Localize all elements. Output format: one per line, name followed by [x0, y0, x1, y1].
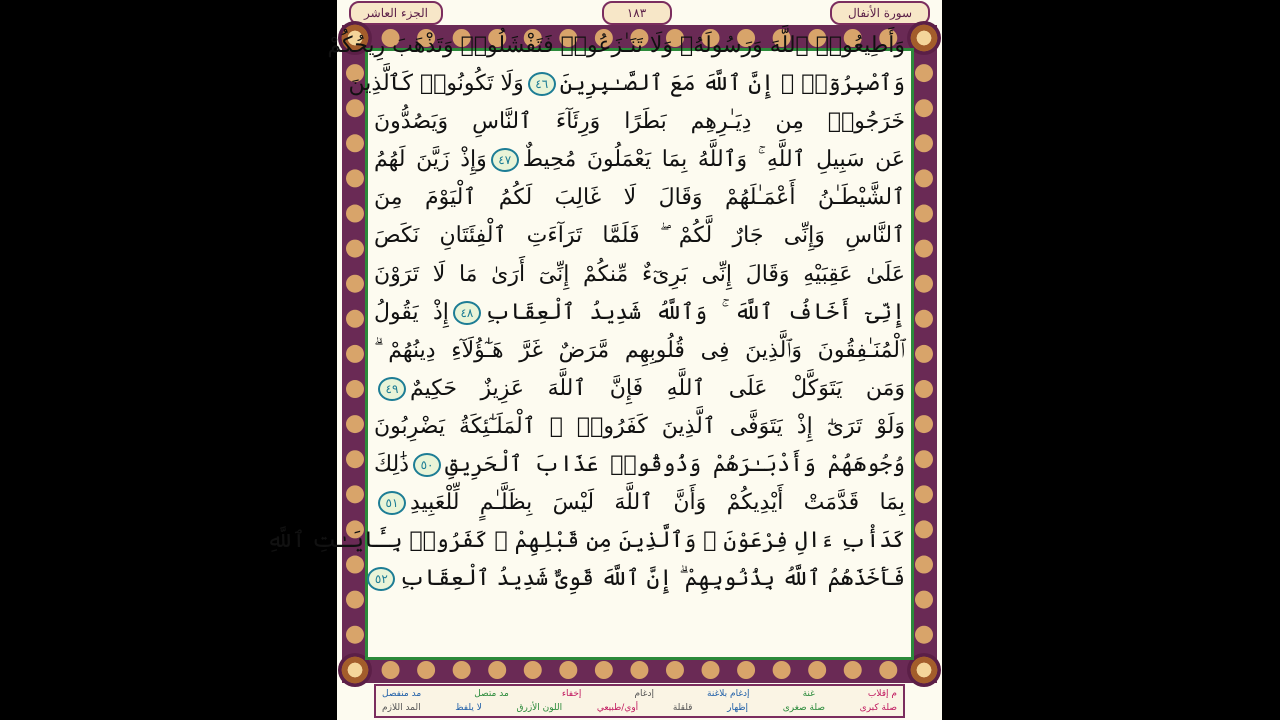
ayah-number: ٤٧: [491, 148, 519, 172]
ayah-number: ٤٩: [378, 377, 406, 401]
mushaf-page: [266, 0, 942, 720]
legend-item: اللون الأزرق: [516, 703, 563, 713]
text-line: إِنِّىٓ أَخَافُ ٱللَّهَ ۚ وَٱللَّهُ شَدِيدُ ٱلْعِقَابِ٤٨إِذْ يَقُولُ: [374, 299, 905, 325]
ayah-number: ٤٦: [528, 72, 556, 96]
legend-item: قلقلة: [672, 703, 693, 713]
text-line: كَدَأْبِ ءَالِ فِرْعَوْنَ ۙ وَٱلَّذِينَ مِن قَبْلِهِمْ ۚ كَفَرُوا۟ بِـَٔايَـٰتِ ٱللَّهِ: [266, 528, 905, 554]
text-line: وَٱصْبِرُوٓا۟ ۚ إِنَّ ٱللَّهَ مَعَ ٱلصَّـٰبِرِينَ٤٦وَلَا تَكُونُوا۟ كَٱلَّذِينَ: [348, 71, 905, 97]
legend-item: م إقلاب: [867, 689, 897, 699]
legend-item: مد متصل: [474, 689, 509, 699]
legend-item: أوي/طبيعي: [596, 703, 639, 713]
text-line: وَأَطِيعُوا۟ ٱللَّهَ وَرَسُولَهُۥ وَلَا تَنَـٰزَعُوا۟ فَتَفْشَلُوا۟ وَتَذْهَبَ رِيحُكُمْ: [327, 33, 905, 58]
legend-item: صلة صغرى: [782, 703, 826, 713]
legend-item: غنة: [802, 689, 815, 699]
page-header: [337, 0, 942, 26]
text-line: خَرَجُوا۟ مِن دِيَـٰرِهِم بَطَرًا وَرِئَآءَ ٱلنَّاسِ وَيَصُدُّونَ: [374, 109, 905, 135]
legend-row: [376, 687, 903, 701]
text-line: فَأَخَذَهُمُ ٱللَّهُ بِذُنُوبِهِمْ ۗ إِنَّ ٱللَّهَ قَوِىٌّ شَدِيدُ ٱلْعِقَابِ٥٢: [374, 560, 905, 598]
legend-item: إدغام: [634, 689, 654, 699]
text-line: ٱلنَّاسِ وَإِنِّى جَارٌ لَّكُمْ ۖ فَلَمَّا تَرَآءَتِ ٱلْفِئَتَانِ نَكَصَ: [374, 223, 905, 249]
legend-item: إدغام بلاغنة: [707, 689, 750, 699]
text-line: ٱلْمُنَـٰفِقُونَ وَٱلَّذِينَ فِى قُلُوبِهِم مَّرَضٌ غَرَّ هَـٰٓؤُلَآءِ دِينُهُمْ ۗ: [374, 337, 905, 363]
corner-ornament-icon: [338, 653, 372, 687]
quran-text-area: [266, 27, 906, 637]
corner-ornament-icon: [907, 21, 941, 55]
page-number: ١٨٣: [602, 1, 672, 25]
surah-name: سورة الأنفال: [830, 1, 930, 25]
text-line: وَمَن يَتَوَكَّلْ عَلَى ٱللَّهِ فَإِنَّ ٱللَّهَ عَزِيزٌ حَكِيمٌ٤٩: [374, 370, 905, 408]
legend-item: صلة كبرى: [859, 703, 897, 713]
text-line: عَن سَبِيلِ ٱللَّهِ ۚ وَٱللَّهُ بِمَا يَعْمَلُونَ مُحِيطٌ٤٧وَإِذْ زَيَّنَ لَهُمُ: [374, 147, 906, 173]
ayah-number: ٥٠: [413, 453, 441, 477]
text-line: عَلَىٰ عَقِبَيْهِ وَقَالَ إِنِّى بَرِىٓءٌ مِّنكُمْ إِنِّىٓ أَرَىٰ مَا لَا تَرَوْنَ: [374, 261, 905, 287]
corner-ornament-icon: [907, 653, 941, 687]
text-line: وَلَوْ تَرَىٰٓ إِذْ يَتَوَفَّى ٱلَّذِينَ كَفَرُوا۟ ۙ ٱلْمَلَـٰٓئِكَةُ يَضْرِبُونَ: [374, 413, 905, 439]
text-line: ٱلشَّيْطَـٰنُ أَعْمَـٰلَهُمْ وَقَالَ لَا غَالِبَ لَكُمُ ٱلْيَوْمَ مِنَ: [374, 185, 905, 211]
legend-item: إخفاء: [561, 689, 582, 699]
ayah-number: ٤٨: [453, 301, 481, 325]
legend-item: لا يلفظ: [455, 703, 482, 713]
tajweed-legend: [374, 684, 905, 718]
legend-item: مد منفصل: [382, 689, 422, 699]
text-line: بِمَا قَدَّمَتْ أَيْدِيكُمْ وَأَنَّ ٱللَّهَ لَيْسَ بِظَلَّـٰمٍ لِّلْعَبِيدِ٥١: [374, 484, 905, 522]
ayah-number: ٥٢: [367, 567, 395, 591]
legend-item: إظهار: [727, 703, 749, 713]
legend-item: المد اللازم: [382, 703, 421, 713]
text-line: وُجُوهَهُمْ وَأَدْبَـٰرَهُمْ وَذُوقُوا۟ عَذَابَ ٱلْحَرِيقِ٥٠ذَٰلِكَ: [374, 452, 905, 478]
juz-label: الجزء العاشر: [349, 1, 443, 25]
ayah-number: ٥١: [378, 491, 406, 515]
legend-row: [376, 701, 903, 715]
